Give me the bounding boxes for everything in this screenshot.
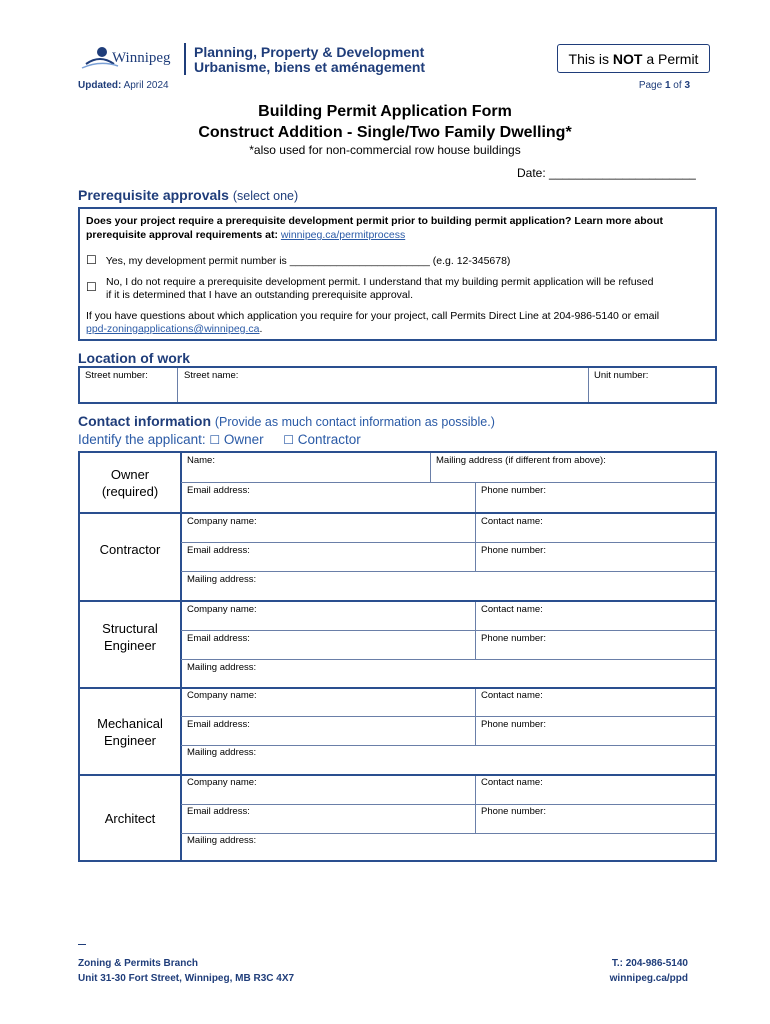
identify-applicant — [78, 432, 361, 447]
owner-required-label: (required) — [101, 484, 159, 499]
structural-contact-field[interactable]: Contact name: — [481, 604, 543, 615]
no-checkbox[interactable]: ☐ — [86, 280, 97, 294]
prereq-heading-text: Prerequisite approvals — [78, 187, 229, 203]
footer-address: Unit 31-30 Fort Street, Winnipeg, MB R3C 4X7 — [78, 973, 295, 984]
form-subtitle-title: Construct Addition - Single/Two Family Dwelling* — [198, 124, 572, 141]
questions-text: If you have questions about which application you require for your project, call Permits Direct Line at 204-986-5140 or email — [86, 310, 660, 322]
architect-email-field[interactable]: Email address: — [187, 806, 250, 817]
contact-heading — [78, 413, 495, 429]
contractor-contact-field[interactable]: Contact name: — [481, 516, 543, 527]
permit-process-link[interactable]: winnipeg.ca/permitprocess — [280, 229, 406, 241]
not-permit-post: a Permit — [642, 50, 699, 67]
structural-mailing-field[interactable]: Mailing address: — [187, 662, 257, 673]
option-no-row[interactable] — [86, 276, 653, 302]
owner-phone-field[interactable]: Phone number: — [481, 485, 546, 496]
mechanical-contact-field[interactable]: Contact name: — [481, 690, 543, 701]
department-name-en: Planning, Property & Development — [194, 44, 425, 60]
page-mid: of — [670, 80, 685, 91]
not-permit-bold: NOT — [612, 50, 643, 67]
zoning-email-link[interactable]: ppd-zoningapplications@winnipeg.ca — [86, 323, 260, 335]
logo-text: Winnipeg — [112, 50, 171, 66]
owner-email-field[interactable]: Email address: — [187, 485, 250, 496]
option-yes-row[interactable] — [86, 253, 510, 267]
role-architect: Architect — [104, 811, 156, 826]
page-pre: Page — [638, 80, 665, 91]
date-field[interactable]: Date: ______________________ — [517, 166, 696, 180]
prereq-question — [86, 214, 712, 242]
page-total: 3 — [684, 80, 690, 91]
mechanical-phone-field[interactable]: Phone number: — [481, 719, 546, 730]
footer-phone: T.: 204-986-5140 — [611, 958, 688, 969]
mechanical-line1: Mechanical — [97, 716, 163, 731]
prereq-heading — [78, 187, 298, 203]
structural-line2: Engineer — [103, 638, 157, 653]
prereq-heading-note: (select one) — [232, 189, 299, 203]
role-structural-engineer — [80, 620, 180, 654]
contact-heading-note: (Provide as much contact information as possible.) — [214, 415, 495, 429]
contractor-company-field[interactable]: Company name: — [187, 516, 257, 527]
owner-role-label: Owner — [110, 467, 150, 482]
prereq-questions — [86, 310, 712, 336]
prereq-box — [78, 207, 717, 341]
role-owner — [80, 466, 180, 500]
unit-number-field[interactable]: Unit number: — [594, 370, 649, 381]
mechanical-company-field[interactable]: Company name: — [187, 690, 257, 701]
form-title: Building Permit Application Form — [258, 103, 512, 120]
footer-branch: Zoning & Permits Branch — [78, 958, 199, 969]
identify-label: Identify the applicant: — [78, 432, 206, 447]
role-mechanical-engineer — [80, 715, 180, 749]
contact-table — [78, 451, 717, 862]
option-yes-label: Yes, my development permit number is ________________________ (e.g. 12-345678) — [105, 255, 511, 267]
updated-value: April 2024 — [123, 80, 169, 91]
yes-checkbox[interactable]: ☐ — [86, 253, 97, 267]
page-indicator — [639, 80, 690, 91]
contact-heading-text: Contact information — [78, 413, 211, 429]
option-no-line2: if it is determined that I have an outstanding prerequisite approval. — [106, 289, 414, 301]
footer-dash — [78, 944, 86, 945]
owner-mailing-field[interactable]: Mailing address (if different from above): — [436, 455, 606, 466]
mechanical-line2: Engineer — [103, 733, 157, 748]
structural-line1: Structural — [102, 621, 158, 636]
contractor-phone-field[interactable]: Phone number: — [481, 545, 546, 556]
structural-phone-field[interactable]: Phone number: — [481, 633, 546, 644]
architect-company-field[interactable]: Company name: — [187, 777, 257, 788]
location-heading: Location of work — [78, 350, 190, 366]
role-contractor: Contractor — [99, 542, 161, 557]
owner-checkbox[interactable]: ☐ — [209, 433, 221, 447]
owner-name-field[interactable]: Name: — [187, 455, 215, 466]
architect-mailing-field[interactable]: Mailing address: — [187, 835, 257, 846]
applicant-contractor-label: Contractor — [297, 432, 361, 447]
not-a-permit-box — [557, 44, 710, 73]
applicant-owner-label: Owner — [223, 432, 264, 447]
mechanical-email-field[interactable]: Email address: — [187, 719, 250, 730]
structural-email-field[interactable]: Email address: — [187, 633, 250, 644]
header-divider — [184, 43, 186, 75]
questions-end: . — [259, 323, 263, 335]
prereq-question-text: Does your project require a prerequisite development permit prior to building permit application? Learn more about prerequisite approval requirements at: — [86, 215, 664, 241]
street-number-field[interactable]: Street number: — [85, 370, 148, 381]
updated-date — [78, 80, 169, 91]
contractor-email-field[interactable]: Email address: — [187, 545, 250, 556]
department-name-fr: Urbanisme, biens et aménagement — [194, 59, 426, 75]
not-permit-pre: This is — [568, 50, 613, 67]
street-name-field[interactable]: Street name: — [184, 370, 239, 381]
mechanical-mailing-field[interactable]: Mailing address: — [187, 747, 257, 758]
updated-label: Updated: — [78, 80, 122, 91]
option-no-line1: No, I do not require a prerequisite development permit. I understand that my building permit application will be refused — [106, 276, 654, 288]
architect-phone-field[interactable]: Phone number: — [481, 806, 546, 817]
contractor-mailing-field[interactable]: Mailing address: — [187, 574, 257, 585]
location-box — [78, 366, 717, 404]
form-note: *also used for non-commercial row house buildings — [249, 143, 521, 157]
structural-company-field[interactable]: Company name: — [187, 604, 257, 615]
architect-contact-field[interactable]: Contact name: — [481, 777, 543, 788]
page-num: 1 — [664, 80, 671, 91]
contractor-checkbox[interactable]: ☐ — [283, 433, 294, 447]
footer-web[interactable]: winnipeg.ca/ppd — [609, 973, 688, 984]
